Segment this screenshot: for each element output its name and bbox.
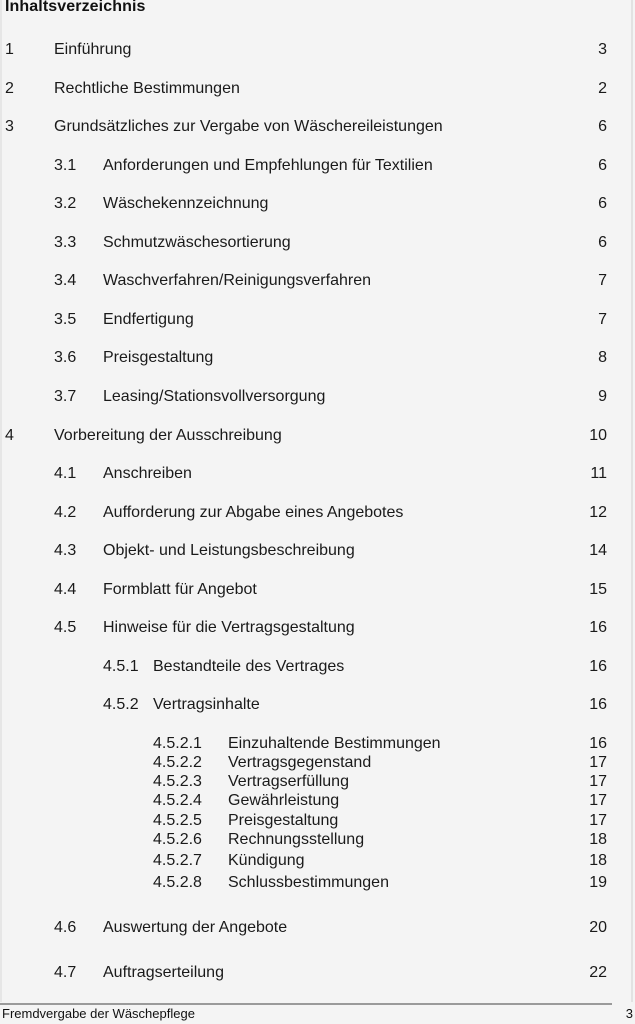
toc-entry-page: 6 xyxy=(598,195,607,212)
toc-entry-page: 7 xyxy=(598,311,607,328)
toc-entry-label: Vertragsgegenstand xyxy=(228,754,372,771)
toc-entry[interactable] xyxy=(2,918,635,938)
toc-entry[interactable] xyxy=(2,40,635,60)
toc-entry[interactable] xyxy=(2,194,635,214)
toc-entry-page: 20 xyxy=(589,919,607,936)
toc-entry-label: Kündigung xyxy=(228,852,305,869)
toc-entry-number: 4.5.2.4 xyxy=(153,792,202,809)
toc-entry[interactable] xyxy=(2,963,635,983)
toc-entry-page: 2 xyxy=(598,80,607,97)
toc-entry-page: 18 xyxy=(589,831,607,848)
toc-entry[interactable] xyxy=(2,117,635,137)
toc-entry-number: 3.6 xyxy=(54,349,77,366)
toc-entry[interactable] xyxy=(2,271,635,291)
toc-entry-label: Rechnungsstellung xyxy=(228,831,365,848)
toc-entry-page: 17 xyxy=(589,812,607,829)
toc-entry-number: 4.5 xyxy=(54,619,77,636)
toc-entry-label: Formblatt für Angebot xyxy=(103,581,257,598)
toc-entry-page: 17 xyxy=(589,773,607,790)
footer-page-number: 3 xyxy=(625,1006,633,1021)
toc-entry[interactable] xyxy=(2,464,635,484)
toc-entry-label: Schlussbestimmungen xyxy=(228,874,389,891)
toc-entry-number: 4 xyxy=(5,427,14,444)
toc-entry-page: 19 xyxy=(589,874,607,891)
toc-entry[interactable] xyxy=(2,503,635,523)
toc-entry[interactable] xyxy=(2,156,635,176)
toc-entry-label: Gewährleistung xyxy=(228,792,340,809)
toc-entry-number: 4.4 xyxy=(54,581,77,598)
toc-entry-label: Auftragserteilung xyxy=(103,964,224,981)
toc-entry[interactable] xyxy=(2,310,635,330)
toc-entry-number: 1 xyxy=(5,41,14,58)
toc-entry-number: 3.2 xyxy=(54,195,77,212)
toc-entry-number: 4.5.2.8 xyxy=(153,874,202,891)
toc-entry-label: Schmutzwäschesortierung xyxy=(103,234,291,251)
toc-entry[interactable] xyxy=(2,618,635,638)
toc-entry-label: Endfertigung xyxy=(103,311,194,328)
toc-entry-number: 4.5.2.7 xyxy=(153,852,202,869)
toc-entry-page: 12 xyxy=(589,504,607,521)
toc-entry-number: 3 xyxy=(5,118,14,135)
toc-entry-page: 3 xyxy=(598,41,607,58)
toc-entry-number: 4.2 xyxy=(54,504,77,521)
toc-entry-number: 3.5 xyxy=(54,311,77,328)
toc-entry-page: 17 xyxy=(589,792,607,809)
toc-entry[interactable] xyxy=(2,851,635,871)
toc-entry-label: Leasing/Stationsvollversorgung xyxy=(103,388,326,405)
toc-entry-number: 4.5.2.1 xyxy=(153,735,202,752)
toc-entry-page: 22 xyxy=(589,964,607,981)
toc-entry-number: 4.5.2.2 xyxy=(153,754,202,771)
toc-entry[interactable] xyxy=(2,873,635,893)
toc-entry-number: 4.3 xyxy=(54,542,77,559)
toc-entry-page: 16 xyxy=(589,658,607,675)
toc-entry-number: 4.5.2.5 xyxy=(153,812,202,829)
toc-entry-page: 18 xyxy=(589,852,607,869)
toc-entry[interactable] xyxy=(2,753,635,773)
toc-entry-page: 14 xyxy=(589,542,607,559)
toc-entry-label: Vorbereitung der Ausschreibung xyxy=(54,427,282,444)
toc-entry-label: Anschreiben xyxy=(103,465,192,482)
toc-entry-label: Anforderungen und Empfehlungen für Textilien xyxy=(103,157,433,174)
toc-entry[interactable] xyxy=(2,791,635,811)
toc-entry-label: Auswertung der Angebote xyxy=(103,919,288,936)
toc-entry[interactable] xyxy=(2,580,635,600)
toc-entry-page: 16 xyxy=(589,619,607,636)
toc-entry-label: Aufforderung zur Abgabe eines Angebotes xyxy=(103,504,404,521)
toc-entry-label: Einzuhaltende Bestimmungen xyxy=(228,735,441,752)
toc-entry[interactable] xyxy=(2,772,635,792)
footer-divider xyxy=(0,1003,612,1005)
toc-entry-label: Bestandteile des Vertrages xyxy=(153,658,345,675)
toc-entry-page: 17 xyxy=(589,754,607,771)
toc-entry-number: 3.1 xyxy=(54,157,77,174)
toc-entry-label: Preisgestaltung xyxy=(228,812,339,829)
toc-entry[interactable] xyxy=(2,348,635,368)
toc-entry-label: Einführung xyxy=(54,41,132,58)
toc-entry-number: 4.5.2.6 xyxy=(153,831,202,848)
toc-entry-page: 10 xyxy=(589,427,607,444)
toc-entry[interactable] xyxy=(2,734,635,754)
toc-entry-label: Vertragsinhalte xyxy=(153,696,260,713)
toc-entry-label: Wäschekennzeichnung xyxy=(103,195,269,212)
toc-entry-number: 4.6 xyxy=(54,919,77,936)
toc-entry[interactable] xyxy=(2,695,635,715)
toc-entry-page: 11 xyxy=(590,465,607,482)
toc-entry-label: Waschverfahren/Reinigungsverfahren xyxy=(103,272,371,289)
toc-entry-number: 4.5.2 xyxy=(103,696,139,713)
toc-entry-number: 4.1 xyxy=(54,465,77,482)
toc-entry[interactable] xyxy=(2,657,635,677)
toc-entry-number: 3.3 xyxy=(54,234,77,251)
toc-entry-number: 3.4 xyxy=(54,272,77,289)
toc-entry-page: 16 xyxy=(589,696,607,713)
toc-entry-number: 4.5.1 xyxy=(103,658,139,675)
toc-entry-label: Preisgestaltung xyxy=(103,349,214,366)
toc-entry-number: 4.7 xyxy=(54,964,77,981)
toc-entry[interactable] xyxy=(2,79,635,99)
toc-entry[interactable] xyxy=(2,387,635,407)
toc-entry-page: 6 xyxy=(598,118,607,135)
toc-entry-page: 16 xyxy=(589,735,607,752)
toc-entry-label: Objekt- und Leistungsbeschreibung xyxy=(103,542,355,559)
toc-entry-page: 6 xyxy=(598,157,607,174)
toc-entry-number: 2 xyxy=(5,80,14,97)
toc-entry-label: Vertragserfüllung xyxy=(228,773,349,790)
toc-entry-number: 4.5.2.3 xyxy=(153,773,202,790)
toc-title: Inhaltsverzeichnis xyxy=(5,0,146,15)
toc-entry-label: Hinweise für die Vertragsgestaltung xyxy=(103,619,355,636)
toc-entry-page: 6 xyxy=(598,234,607,251)
toc-entry[interactable] xyxy=(2,541,635,561)
toc-entry[interactable] xyxy=(2,233,635,253)
footer-document-name: Fremdvergabe der Wäschepflege xyxy=(2,1006,195,1021)
toc-entry-page: 15 xyxy=(589,581,607,598)
toc-entry[interactable] xyxy=(2,426,635,446)
toc-entry-page: 9 xyxy=(598,388,607,405)
toc-entry-label: Grundsätzliches zur Vergabe von Wäschereileistungen xyxy=(54,118,443,135)
toc-entry-page: 8 xyxy=(598,349,607,366)
toc-entry[interactable] xyxy=(2,811,635,831)
toc-entry-page: 7 xyxy=(598,272,607,289)
toc-entry-label: Rechtliche Bestimmungen xyxy=(54,80,240,97)
toc-entry-number: 3.7 xyxy=(54,388,77,405)
toc-entry[interactable] xyxy=(2,830,635,850)
